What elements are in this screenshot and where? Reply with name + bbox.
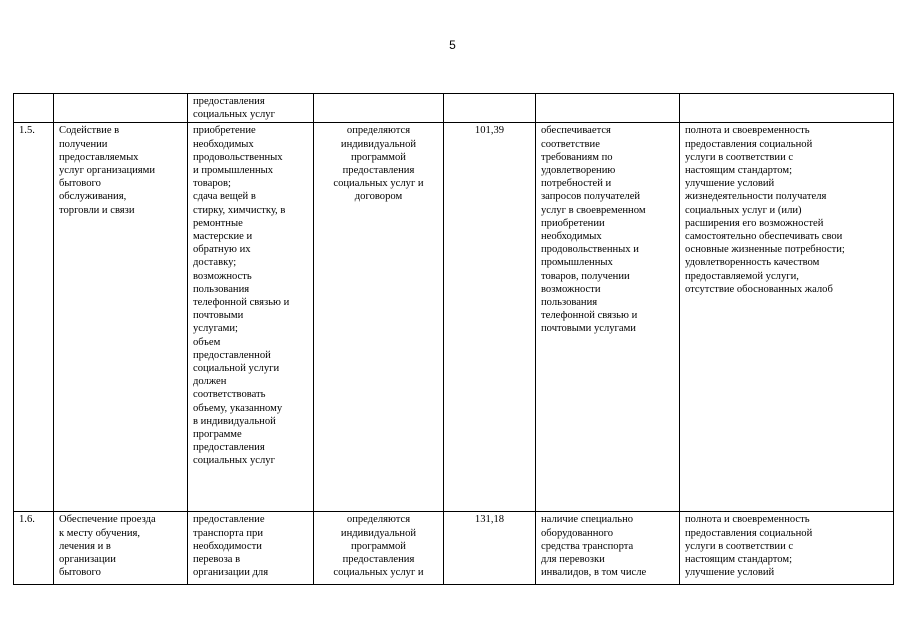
cell-service-content: приобретение необходимых продовольственных и промышленных товаров; сдача вещей в стирку, химчистку, в ремонтные мастерские и обратную их доставку; возможность пользования телефонной связью и почтовыми услугами; объем предоставленной социальной услуги должен соответствовать объему, указанному в индивидуальной программе предоставления социальных услуг [188, 123, 314, 512]
cell-volume: определяются индивидуальной программой предоставления социальных услуг и договором [314, 123, 444, 512]
cell-quality: полнота и своевременность предоставления социальной услуги в соответствии с настоящим стандартом; улучшение условий [680, 512, 894, 585]
cell-volume: определяются индивидуальной программой предоставления социальных услуг и [314, 512, 444, 585]
cell-tariff: 101,39 [444, 123, 536, 512]
cell-service-name [54, 94, 188, 123]
cell-conditions: наличие специально оборудованного средства транспорта для перевозки инвалидов, в том числе [536, 512, 680, 585]
services-table [13, 93, 894, 585]
page-number: 5 [449, 38, 456, 52]
cell-quality: полнота и своевременность предоставления социальной услуги в соответствии с настоящим стандартом; улучшение условий жизнедеятельности получателя социальных услуг и (или) расширения его возможностей самостоятельно обеспечивать свои основные жизненные потребности; удовлетворенность качеством предоставляемой услуги, отсутствие обоснованных жалоб [680, 123, 894, 512]
cell-quality [680, 94, 894, 123]
cell-number: 1.5. [14, 123, 54, 512]
cell-service-content: предоставление транспорта при необходимости перевоза в организации для [188, 512, 314, 585]
table-row [14, 512, 894, 585]
cell-conditions: обеспечивается соответствие требованиям по удовлетворению потребностей и запросов получателей услуг в своевременном приобретении необходимых продовольственных и промышленных товаров, получении возможности пользования телефонной связью и почтовыми услугами [536, 123, 680, 512]
cell-service-name: Содействие в получении предоставляемых услуг организациями бытового обслуживания, торговли и связи [54, 123, 188, 512]
cell-service-content: предоставления социальных услуг [188, 94, 314, 123]
table-row [14, 123, 894, 512]
cell-conditions [536, 94, 680, 123]
cell-volume [314, 94, 444, 123]
cell-number [14, 94, 54, 123]
cell-tariff [444, 94, 536, 123]
table-row [14, 94, 894, 123]
cell-service-name: Обеспечение проезда к месту обучения, лечения и в организации бытового [54, 512, 188, 585]
cell-number: 1.6. [14, 512, 54, 585]
cell-tariff: 131,18 [444, 512, 536, 585]
